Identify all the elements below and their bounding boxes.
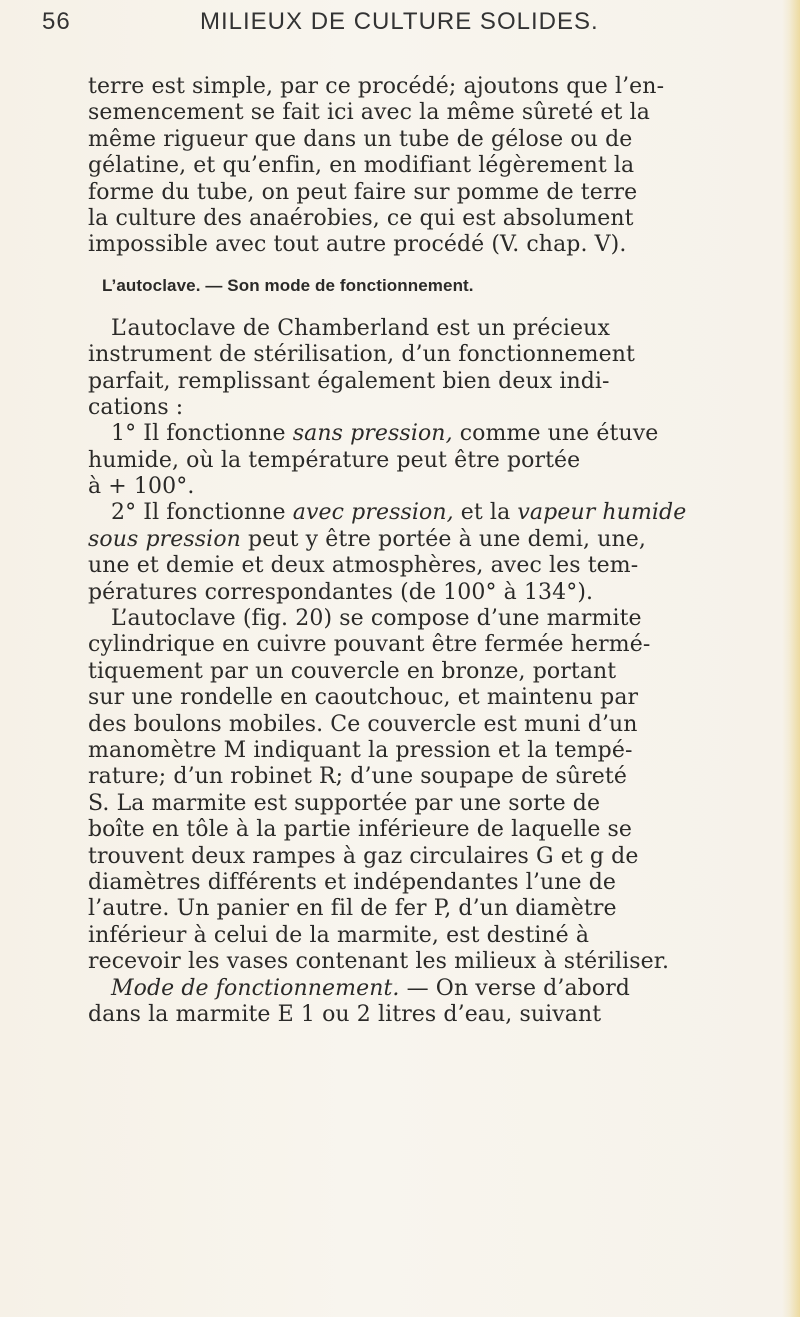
text-line: parfait, remplissant également bien deux indi- [88, 368, 610, 394]
text-line: humide, où la température peut être portée [88, 447, 581, 473]
text-line: diamètres différents et indépendantes l’une de [88, 869, 617, 895]
text-span: 2° Il fonctionne [111, 500, 293, 526]
page-edge-tint [782, 0, 800, 1317]
page-header [42, 8, 762, 48]
text-line: la culture des anaérobies, ce qui est absolument [88, 205, 634, 231]
text-line: gélatine, et qu’enfin, en modifiant légèrement la [88, 153, 635, 179]
text-line: une et demie et deux atmosphères, avec les tem- [88, 553, 639, 579]
text-line: recevoir les vases contenant les milieux à stériliser. [88, 949, 670, 975]
text-line [88, 976, 744, 1002]
text-span: peut y être portée à une demi, une, [240, 526, 646, 552]
text-span: et la [453, 500, 518, 526]
text-line: cylindrique en cuivre pouvant être fermée hermé- [88, 632, 651, 658]
text-line: inférieur à celui de la marmite, est destiné à [88, 922, 590, 948]
text-line: manomètre M indiquant la pression et la tempé- [88, 737, 633, 763]
text-line: même rigueur que dans un tube de gélose ou de [88, 126, 633, 152]
text-span: — On verse d’abord [399, 975, 630, 1001]
list-item-line [88, 421, 744, 447]
text-line: L’autoclave (fig. 20) se compose d’une marmite [111, 606, 642, 632]
italic-text: vapeur humide [517, 500, 687, 526]
text-line: instrument de stérilisation, d’un fonctionnement [88, 342, 635, 368]
text-span: comme une étuve [452, 421, 659, 447]
text-line: sur une rondelle en caoutchouc, et maintenu par [88, 685, 639, 711]
text-line: tiquement par un couvercle en bronze, portant [88, 658, 617, 684]
text-line [88, 527, 744, 553]
page-text [88, 74, 744, 1028]
text-line: l’autre. Un panier en fil de fer P, d’un diamètre [88, 896, 617, 922]
text-line: dans la marmite E 1 ou 2 litres d’eau, suivant [88, 1001, 602, 1027]
section-heading: L’autoclave. — Son mode de fonctionnement. [102, 275, 474, 295]
text-line: semencement se fait ici avec la même sûreté et la [88, 100, 650, 126]
page-number: 56 [42, 8, 71, 35]
text-line: S. La marmite est supportée par une sorte de [88, 790, 601, 816]
text-line: forme du tube, on peut faire sur pomme de terre [88, 179, 638, 205]
text-line: pératures correspondantes (de 100° à 134°). [88, 579, 594, 605]
text-line: terre est simple, par ce procédé; ajoutons que l’en- [88, 74, 665, 99]
text-line: L’autoclave de Chamberland est un précieux [111, 315, 610, 341]
list-item-line [88, 500, 744, 526]
italic-text: sans pression, [292, 421, 453, 447]
running-title: MILIEUX DE CULTURE SOLIDES. [200, 8, 599, 35]
text-line: cations : [88, 394, 184, 420]
italic-text: sous pression [88, 526, 241, 552]
text-line: impossible avec tout autre procédé (V. chap. V). [88, 232, 627, 258]
text-line: trouvent deux rampes à gaz circulaires G et g de [88, 843, 639, 869]
text-line: des boulons mobiles. Ce couvercle est muni d’un [88, 711, 638, 737]
text-line: à + 100°. [88, 474, 195, 500]
text-line: boîte en tôle à la partie inférieure de laquelle se [88, 817, 633, 843]
text-line: rature; d’un robinet R; d’une soupape de sûreté [88, 764, 627, 790]
italic-text: avec pression, [292, 500, 454, 526]
italic-text: Mode de fonctionnement. [111, 975, 400, 1001]
text-span: 1° Il fonctionne [111, 421, 293, 447]
